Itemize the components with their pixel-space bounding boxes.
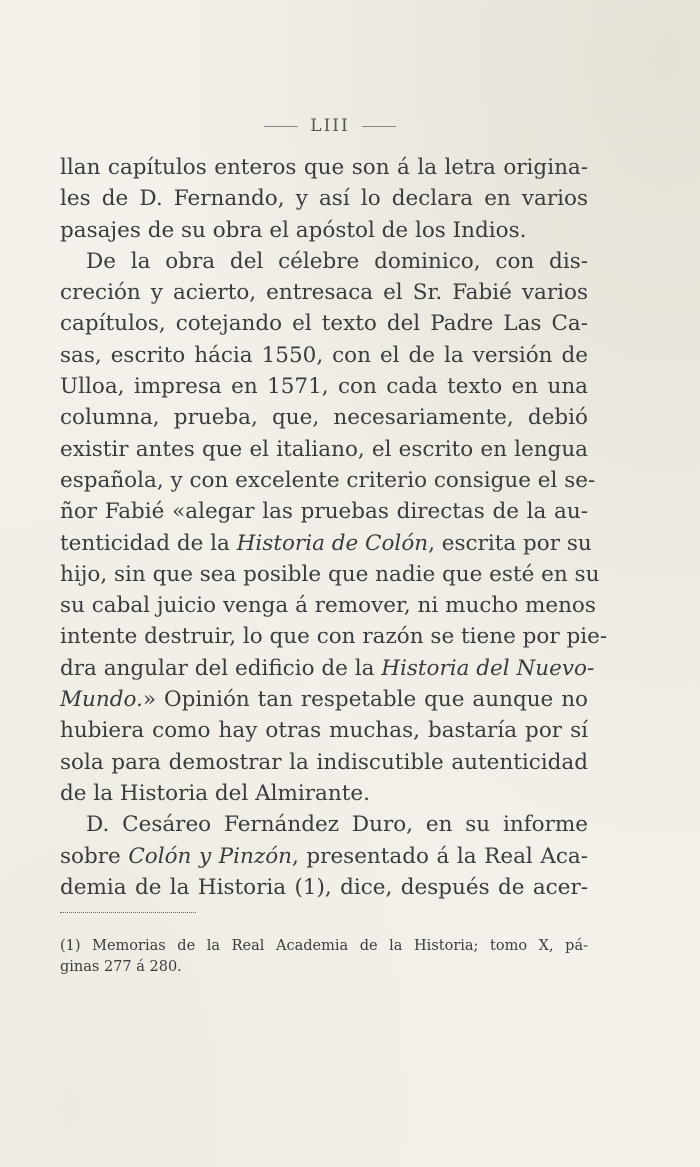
text-line: Ulloa, impresa en 1571, con cada texto en una [60, 374, 588, 400]
text-line: hubiera como hay otras muchas, bastaría por sí [60, 718, 588, 744]
text-line: demia de la Historia (1), dice, después de acer- [60, 874, 588, 900]
paragraph-1 [60, 152, 588, 246]
text-line: columna, prueba, que, necesariamente, debió [60, 405, 588, 431]
italic-title: Colón y Pinzón [128, 843, 292, 869]
text-line: española, y con excelente criterio consigue el se- [60, 467, 596, 493]
text-line: su cabal juicio venga á remover, ni mucho menos [60, 593, 596, 619]
italic-title: Historia del Nuevo- [381, 655, 595, 681]
paragraph-2 [60, 246, 608, 809]
text-line-italic-3: Mundo.» Opinión tan respetable que aunque no [60, 687, 588, 713]
text-line-italic-2: dra angular del edificio de la Historia del Nuevo- [60, 655, 595, 681]
footnote [60, 936, 588, 978]
text-line: ñor Fabié «alegar las pruebas directas de la au- [60, 499, 588, 525]
header-dash-left [264, 126, 298, 127]
text-line: sas, escrito hácia 1550, con el de la versión de [60, 342, 588, 368]
text-line: de la Historia del Almirante. [60, 780, 370, 806]
text-line: D. Cesáreo Fernández Duro, en su informe [86, 812, 588, 838]
text-line: De la obra del célebre dominico, con dis- [86, 248, 588, 274]
text-line: pasajes de su obra el apóstol de los Indios. [60, 217, 527, 243]
footnote-line: ginas 277 á 280. [60, 959, 182, 975]
text-line: existir antes que el italiano, el escrito en lengua [60, 436, 588, 462]
text-line: les de D. Fernando, y así lo declara en varios [60, 186, 588, 212]
text-line: intente destruir, lo que con razón se tiene por pie- [60, 624, 608, 650]
text-line: llan capítulos enteros que son á la letra origina- [60, 155, 588, 180]
text-line: creción y acierto, entresaca el Sr. Fabié varios [60, 280, 588, 306]
text-line: hijo, sin que sea posible que nadie que esté en su [60, 561, 600, 587]
paragraph-3 [60, 809, 588, 903]
italic-title: Historia de Colón [236, 530, 429, 556]
page-header [0, 116, 660, 136]
footnote-rule [60, 912, 196, 913]
italic-title: Mundo. [60, 687, 143, 713]
text-line: sola para demostrar la indiscutible autenticidad [60, 749, 588, 775]
text-line-italic-4: sobre Colón y Pinzón, presentado á la Real Aca- [60, 843, 589, 869]
page-number: LIII [310, 116, 350, 136]
footnote-line: (1) Memorias de la Real Academia de la Historia; tomo X, pá- [60, 938, 588, 954]
text-line: capítulos, cotejando el texto del Padre Las Ca- [60, 311, 588, 337]
text-line-italic-1: tenticidad de la Historia de Colón, escrita por su [60, 530, 592, 556]
header-dash-right [362, 126, 396, 127]
body-text [60, 152, 608, 903]
